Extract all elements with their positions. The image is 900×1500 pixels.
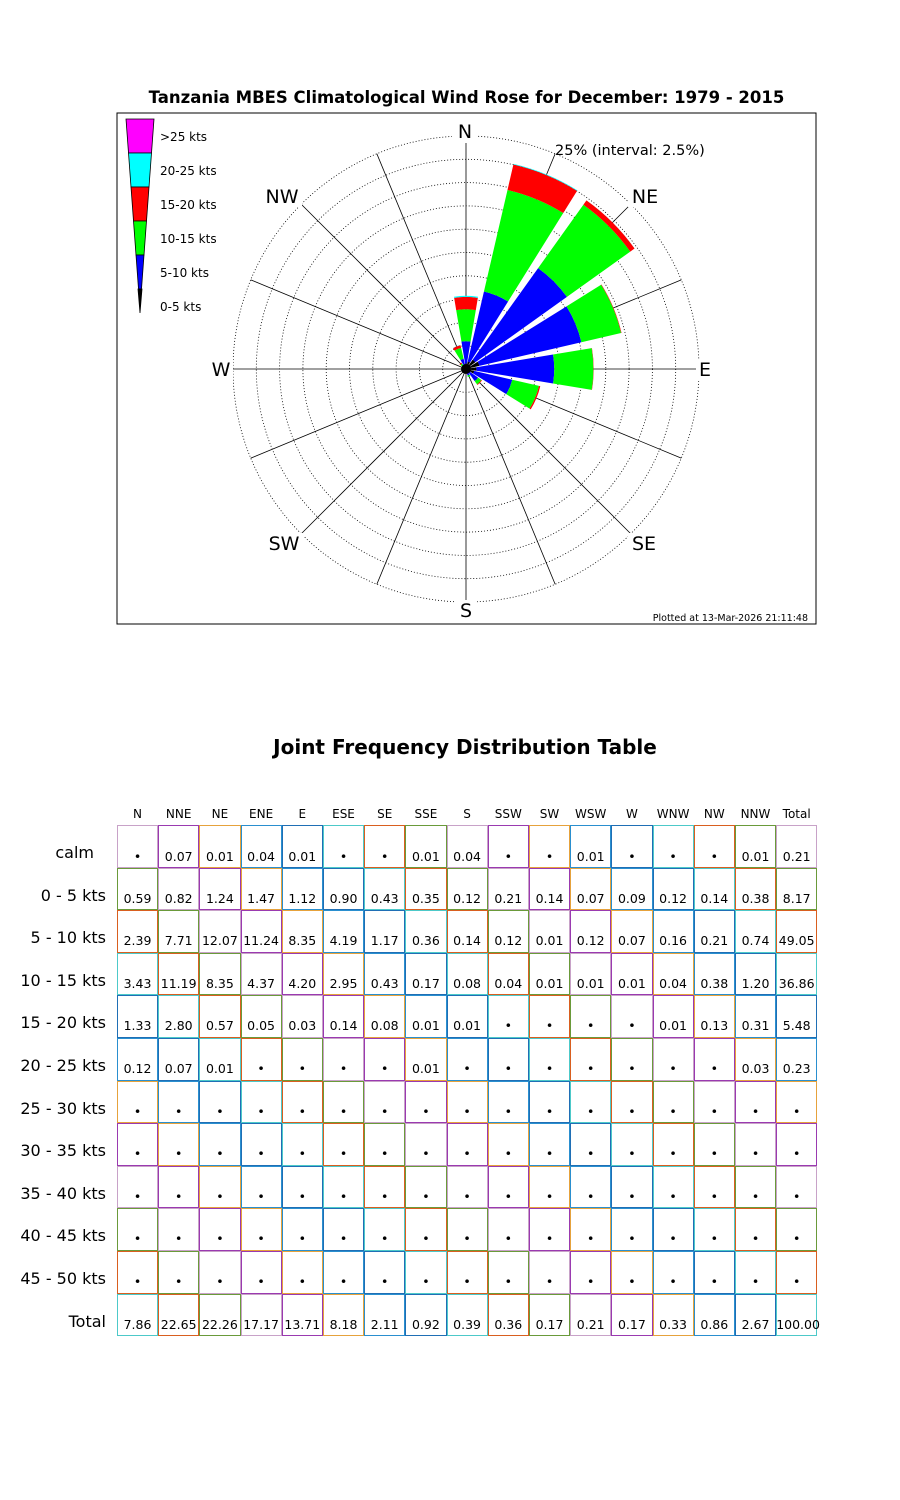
table-cell: •	[133, 849, 142, 864]
table-cell: 0.08	[370, 1018, 399, 1034]
table-cell: 0.04	[494, 975, 523, 991]
table-cell: 0.16	[659, 933, 688, 949]
table-cell: 36.86	[778, 975, 815, 991]
column-header: ENE	[249, 807, 274, 821]
table-cell: 0.03	[288, 1018, 317, 1034]
table-cell: 0.08	[453, 975, 482, 991]
table-cell: 11.24	[243, 933, 279, 949]
table-cell: 0.23	[782, 1061, 811, 1076]
table-cell: 0.38	[700, 975, 729, 991]
column-header: WSW	[575, 807, 607, 821]
table-cell: 2.11	[370, 1316, 399, 1332]
table-cell: •	[710, 849, 718, 864]
table-cell: 0.38	[741, 890, 770, 906]
table-cell: •	[257, 1188, 265, 1204]
table-cell: 0.14	[453, 933, 482, 949]
table-cell: •	[381, 1274, 389, 1289]
table-cell: •	[133, 1146, 142, 1162]
table-cell: •	[422, 1274, 430, 1289]
table-cell: •	[216, 1146, 224, 1162]
table-cell: •	[504, 1231, 512, 1247]
row-label: 45 - 50 kts	[20, 1269, 106, 1288]
table-cell: •	[710, 1188, 718, 1204]
table-cell: •	[710, 1274, 718, 1289]
column-header: S	[463, 807, 471, 821]
table-cell: 0.43	[370, 890, 399, 906]
table-cell: 7.71	[164, 933, 193, 949]
column-header: W	[625, 807, 638, 821]
table-cell: •	[298, 1231, 306, 1247]
table-cell: •	[175, 1274, 183, 1289]
table-cell: •	[545, 1103, 554, 1119]
table-cell: 0.01	[411, 1018, 440, 1034]
table-cell: •	[628, 1188, 636, 1204]
legend-label: >25 kts	[160, 130, 208, 144]
table-cell: 0.01	[741, 849, 770, 864]
table-cell: 22.65	[160, 1316, 197, 1332]
table-cell: 0.31	[741, 1018, 770, 1034]
table-cell: 0.17	[411, 975, 440, 991]
column-header: NE	[211, 807, 229, 821]
column-header: NNW	[740, 807, 771, 821]
table-cell: 0.01	[411, 849, 440, 864]
table-cell: •	[216, 1188, 224, 1204]
table-cell: •	[339, 1146, 348, 1162]
table-cell: 0.14	[329, 1018, 358, 1034]
table-cell: •	[710, 1061, 718, 1076]
table-cell: 0.07	[164, 1061, 193, 1076]
table-cell: •	[175, 1231, 183, 1247]
table-cell: 0.07	[617, 933, 646, 949]
table-cell: •	[381, 1188, 389, 1204]
table-cell: •	[298, 1274, 306, 1289]
compass-e: E	[698, 359, 712, 381]
table-cell: 0.07	[164, 849, 193, 864]
table-cell: •	[587, 1188, 595, 1204]
table-cell: 22.26	[201, 1316, 238, 1332]
table-cell: •	[587, 1061, 595, 1076]
table-cell: •	[339, 1188, 348, 1204]
table-cell: 7.86	[123, 1316, 152, 1332]
compass-w: W	[211, 359, 231, 381]
table-cell: 0.33	[659, 1316, 688, 1332]
table-cell: •	[339, 1103, 348, 1119]
table-cell: •	[504, 849, 512, 864]
table-cell: •	[669, 1188, 677, 1204]
table-cell: 12.07	[201, 933, 238, 949]
column-header: SSW	[494, 807, 522, 821]
table-cell: •	[133, 1231, 142, 1247]
table-cell: 0.09	[617, 890, 646, 906]
table-cell: 0.92	[411, 1316, 440, 1332]
table-cell: •	[216, 1103, 224, 1119]
table-cell: •	[587, 1231, 595, 1247]
table-cell: •	[628, 1018, 636, 1034]
table-cell: 0.17	[535, 1316, 564, 1332]
compass-n: N	[457, 121, 473, 143]
table-cell: •	[339, 1231, 348, 1247]
table-cell: 0.14	[535, 890, 564, 906]
table-cell: •	[381, 1061, 389, 1076]
table-cell: •	[587, 1103, 595, 1119]
table-cell: 0.59	[123, 890, 152, 906]
table-cell: •	[751, 1274, 760, 1289]
legend-label: 5-10 kts	[160, 266, 209, 280]
table-cell: •	[422, 1146, 430, 1162]
table-cell: 1.12	[288, 890, 317, 906]
column-header: NW	[703, 807, 725, 821]
table-cell: •	[587, 1018, 595, 1034]
row-label: 40 - 45 kts	[20, 1226, 106, 1246]
table-cell: •	[422, 1188, 430, 1204]
table-cell: 0.01	[205, 1061, 234, 1076]
table-cell: •	[339, 1061, 348, 1076]
table-cell: 0.01	[617, 975, 646, 991]
plotted-at: Plotted at 13-Mar-2026 21:11:48	[652, 613, 808, 624]
row-label: 20 - 25 kts	[20, 1056, 106, 1075]
row-label: 25 - 30 kts	[20, 1098, 106, 1118]
table-cell: •	[381, 849, 389, 864]
legend-label: 20-25 kts	[160, 164, 217, 178]
table-cell: 0.03	[741, 1061, 770, 1076]
table-cell: •	[381, 1231, 389, 1247]
table-cell: 0.01	[411, 1061, 440, 1076]
table-cell: 4.19	[329, 933, 358, 949]
column-header: SE	[377, 807, 393, 821]
table-cell: 0.36	[411, 933, 440, 949]
table-cell: •	[587, 1274, 595, 1289]
table-cell: 0.21	[494, 890, 523, 906]
table-cell: •	[545, 1018, 554, 1034]
column-header: NNE	[165, 807, 192, 821]
table-cell: •	[504, 1103, 512, 1119]
table-cell: 0.12	[453, 890, 482, 906]
table-cell: 0.04	[247, 849, 276, 864]
table-cell: •	[298, 1061, 306, 1076]
table-cell: 0.57	[205, 1018, 234, 1034]
table-cell: •	[175, 1103, 183, 1119]
column-header: WNW	[656, 807, 690, 821]
table-cell: •	[422, 1103, 430, 1119]
table-cell: •	[710, 1103, 718, 1119]
table-cell: •	[175, 1188, 183, 1204]
table-cell: 0.01	[535, 975, 564, 991]
table-cell: •	[463, 1274, 471, 1289]
table-cell: 0.01	[576, 975, 605, 991]
table-cell: •	[463, 1188, 471, 1204]
row-label: 5 - 10 kts	[30, 928, 106, 948]
table-cell: •	[504, 1061, 512, 1076]
table-cell: •	[710, 1231, 718, 1247]
table-cell: •	[175, 1146, 183, 1162]
table-cell: •	[422, 1231, 430, 1247]
scale-label: 25% (interval: 2.5%)	[555, 143, 705, 159]
table-cell: 2.39	[123, 933, 152, 949]
table-cell: 11.19	[160, 975, 197, 991]
table-cell: 100.00	[776, 1316, 820, 1332]
table-cell: •	[133, 1274, 142, 1289]
table-cell: 4.20	[288, 975, 317, 991]
table-cell: 0.74	[741, 933, 770, 949]
row-label: 35 - 40 kts	[20, 1183, 106, 1203]
table-cell: •	[545, 1274, 554, 1289]
table-cell: •	[751, 1188, 760, 1204]
column-header: Total	[782, 807, 811, 821]
table-cell: 0.36	[494, 1316, 523, 1332]
table-cell: 1.20	[741, 975, 770, 991]
table-cell: •	[587, 1146, 595, 1162]
table-cell: •	[257, 1274, 265, 1289]
table-cell: •	[628, 849, 636, 864]
table-cell: •	[339, 1274, 348, 1289]
table-cell: 0.04	[453, 849, 482, 864]
table-cell: 0.12	[659, 890, 688, 906]
table-cell: 2.80	[164, 1018, 193, 1034]
compass-s: S	[459, 600, 473, 622]
row-label: Total	[68, 1311, 106, 1331]
table-cell: •	[628, 1146, 636, 1162]
table-cell: 0.21	[576, 1316, 605, 1332]
table-cell: •	[504, 1188, 512, 1204]
table-cell: •	[545, 1188, 554, 1204]
table-cell: •	[545, 1146, 554, 1162]
table-cell: 49.05	[778, 933, 815, 949]
table-cell: •	[751, 1146, 760, 1162]
table-cell: •	[133, 1103, 142, 1119]
table-cell: 2.95	[329, 975, 358, 991]
table-cell: 0.01	[205, 849, 234, 864]
table-cell: •	[669, 1103, 677, 1119]
compass-nw: NW	[265, 186, 299, 208]
table-cell: 0.01	[659, 1018, 688, 1034]
table-cell: 2.67	[741, 1316, 770, 1332]
table-cell: •	[793, 1103, 801, 1119]
row-label: 15 - 20 kts	[20, 1013, 106, 1033]
table-cell: 8.18	[329, 1316, 358, 1332]
table-cell: •	[216, 1231, 224, 1247]
table-cell: 0.12	[123, 1061, 152, 1076]
table-cell: 0.17	[617, 1316, 646, 1332]
table-cell: 0.01	[535, 933, 564, 949]
table-cell: 17.17	[243, 1316, 279, 1332]
compass-sw: SW	[268, 533, 300, 555]
table-cell: 1.47	[247, 890, 276, 906]
table-cell: 8.17	[782, 890, 811, 906]
column-header: E	[298, 807, 307, 821]
table-cell: 1.17	[370, 933, 399, 949]
table-cell: •	[669, 1146, 677, 1162]
table-cell: 0.05	[247, 1018, 276, 1034]
table-cell: 0.21	[700, 933, 729, 949]
table-cell: 0.90	[329, 890, 358, 906]
row-label: 30 - 35 kts	[20, 1141, 106, 1161]
table-cell: •	[545, 1231, 554, 1247]
legend-label: 10-15 kts	[160, 232, 217, 246]
table-cell: 8.35	[288, 933, 317, 949]
table-cell: 0.01	[453, 1018, 482, 1034]
table-cell: 0.07	[576, 890, 605, 906]
table-title: Joint Frequency Distribution Table	[273, 735, 657, 759]
table-cell: •	[669, 849, 677, 864]
table-cell: •	[545, 849, 554, 864]
row-label: calm	[55, 843, 94, 862]
table-cell: •	[133, 1188, 142, 1204]
table-cell: •	[504, 1146, 512, 1162]
table-cell: •	[793, 1188, 801, 1204]
table-cell: 1.24	[205, 890, 234, 906]
table-cell: 0.43	[370, 975, 399, 991]
table-cell: 0.21	[782, 849, 811, 864]
table-cell: 0.12	[494, 933, 523, 949]
table-cell: 0.01	[288, 849, 317, 864]
table-cell: •	[793, 1274, 801, 1289]
row-label: 10 - 15 kts	[20, 970, 106, 990]
table-cell: 0.14	[700, 890, 729, 906]
table-cell: •	[669, 1274, 677, 1289]
row-label: 0 - 5 kts	[40, 885, 106, 905]
table-cell: •	[669, 1061, 677, 1076]
table-cell: 13.71	[284, 1316, 321, 1332]
column-header: SW	[539, 807, 560, 821]
table-cell: •	[628, 1103, 636, 1119]
table-cell: 3.43	[123, 975, 152, 991]
table-cell: •	[257, 1103, 265, 1119]
table-cell: 0.86	[700, 1316, 729, 1332]
table-cell: •	[504, 1274, 512, 1289]
legend-label: 0-5 kts	[160, 300, 202, 314]
table-cell: •	[216, 1274, 224, 1289]
table-cell: •	[628, 1231, 636, 1247]
column-header: ESE	[332, 807, 355, 821]
table-cell: •	[257, 1061, 265, 1076]
column-header: N	[133, 807, 142, 821]
table-cell: 0.82	[164, 890, 193, 906]
table-cell: •	[339, 849, 348, 864]
table-cell: •	[381, 1146, 389, 1162]
table-cell: 0.39	[453, 1316, 482, 1332]
table-cell: •	[257, 1146, 265, 1162]
table-cell: 0.13	[700, 1018, 729, 1034]
table-cell: 0.12	[576, 933, 605, 949]
table-cell: •	[463, 1061, 471, 1076]
compass-ne: NE	[631, 186, 659, 208]
column-header: SSE	[414, 807, 438, 821]
table-cell: 5.48	[782, 1018, 811, 1034]
table-cell: 4.37	[247, 975, 276, 991]
table-cell: •	[381, 1103, 389, 1119]
table-cell: •	[710, 1146, 718, 1162]
table-cell: •	[298, 1103, 306, 1119]
table-cell: •	[257, 1231, 265, 1247]
table-cell: •	[545, 1061, 554, 1076]
table-cell: 1.33	[123, 1018, 152, 1034]
legend-label: 15-20 kts	[160, 198, 217, 212]
table-cell: •	[298, 1146, 306, 1162]
table-cell: 0.35	[411, 890, 440, 906]
table-cell: •	[298, 1188, 306, 1204]
table-cell: 0.04	[659, 975, 688, 991]
table-cell: •	[463, 1146, 471, 1162]
table-cell: •	[463, 1103, 471, 1119]
table-cell: •	[793, 1231, 801, 1247]
compass-se: SE	[631, 533, 657, 555]
table-cell: •	[504, 1018, 512, 1034]
table-cell: •	[628, 1061, 636, 1076]
table-cell: •	[628, 1274, 636, 1289]
table-cell: •	[793, 1146, 801, 1162]
table-cell: 8.35	[205, 975, 234, 991]
table-cell: •	[751, 1231, 760, 1247]
table-cell: 0.01	[576, 849, 605, 864]
table-cell: •	[669, 1231, 677, 1247]
table-cell: •	[751, 1103, 760, 1119]
table-cell: •	[463, 1231, 471, 1247]
rose-title: Tanzania MBES Climatological Wind Rose for December: 1979 - 2015	[148, 88, 785, 107]
